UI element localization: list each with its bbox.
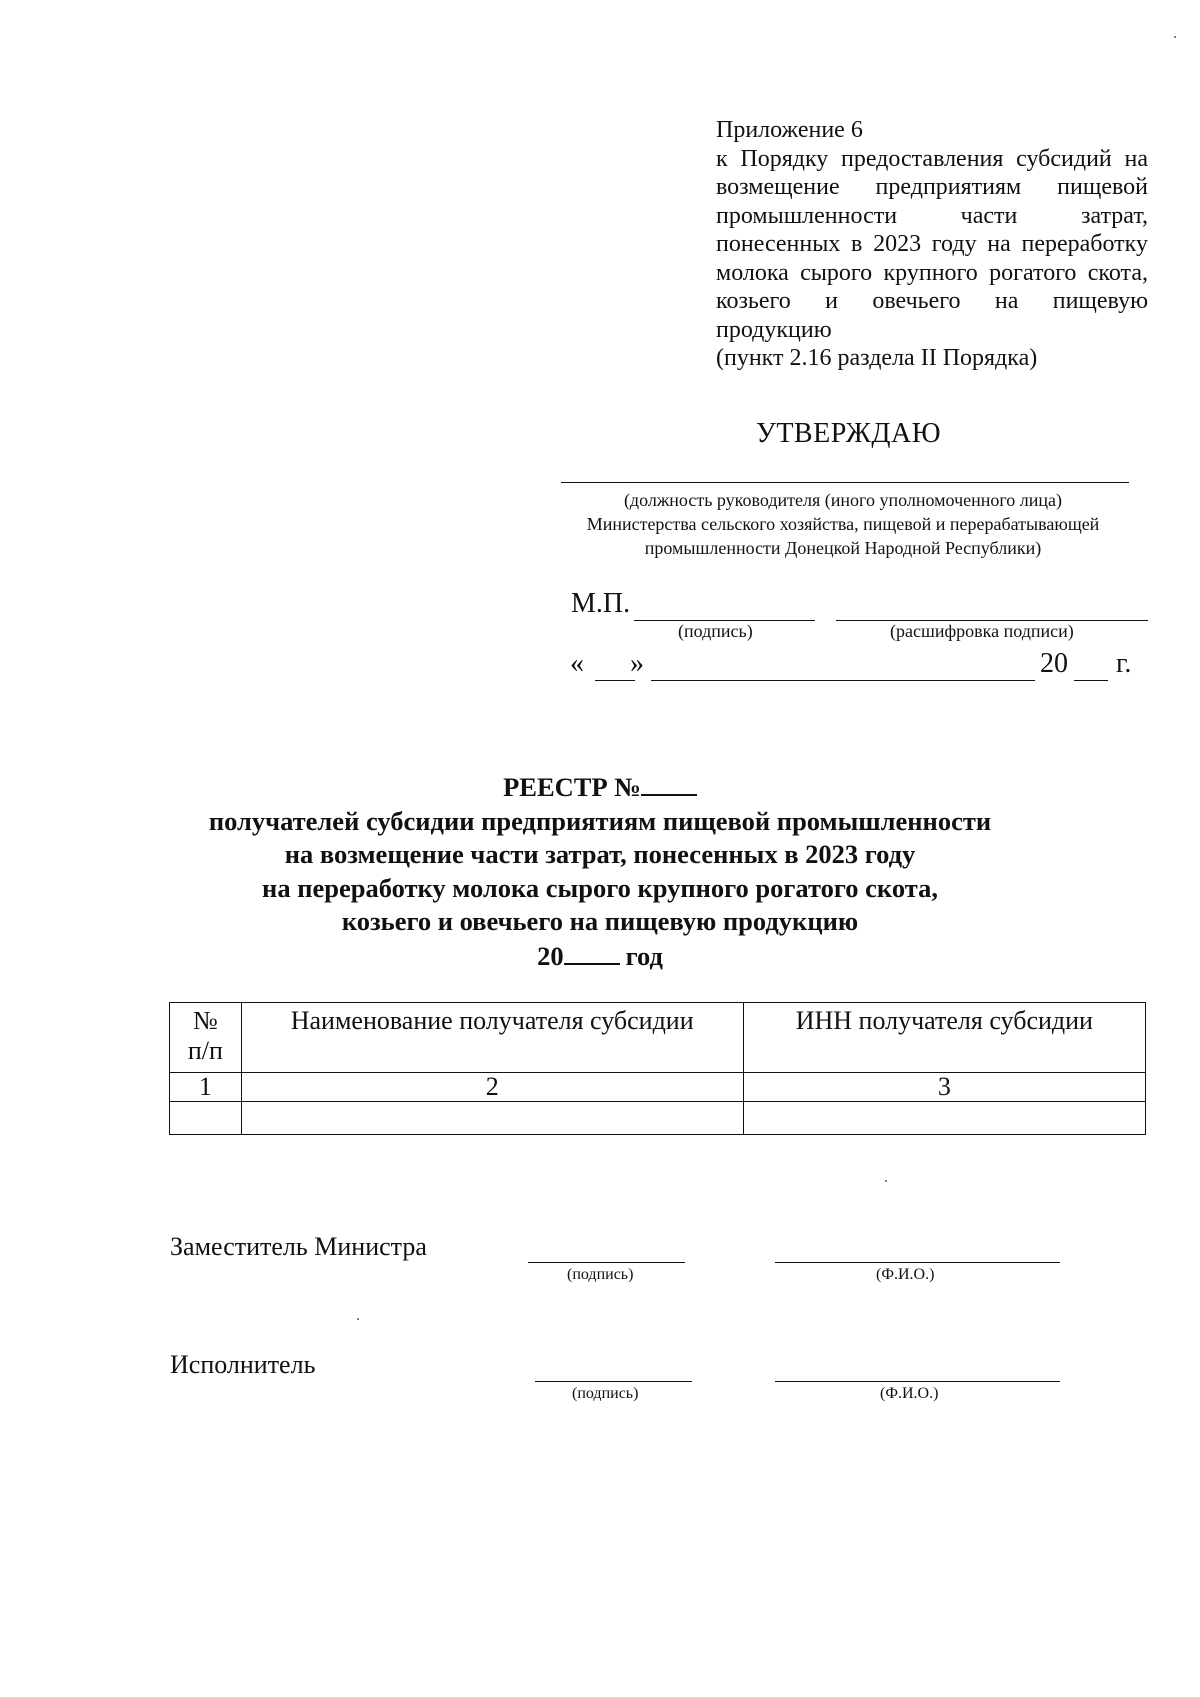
stamp-label: М.П. — [571, 588, 631, 619]
executor-fio-line — [775, 1361, 1060, 1382]
table-cell — [170, 1102, 242, 1135]
appendix-line: понесенных в 2023 году на переработку — [716, 231, 1148, 257]
registry-line: получателей субсидии предприятиям пищевой промышленности — [208, 805, 992, 836]
registry-line: козьего и овечьего на пищевую продукцию — [341, 906, 859, 936]
registry-year-prefix: 20 — [537, 940, 564, 971]
appendix-line: Приложение 6 — [716, 117, 863, 143]
header-recipient-inn: ИНН получателя субсидии — [743, 1003, 1145, 1073]
date-year-prefix: 20 — [1040, 648, 1068, 679]
table-cell — [241, 1102, 743, 1135]
approval-decode-caption: (расшифровка подписи) — [890, 621, 1074, 641]
header-recipient-name: Наименование получателя субсидии — [241, 1003, 743, 1073]
approval-decode-line — [836, 596, 1148, 621]
approval-position-line — [561, 482, 1129, 483]
date-month-line — [651, 656, 1035, 681]
date-day-line — [595, 656, 635, 681]
column-number: 3 — [743, 1073, 1145, 1102]
header-number-line: п/п — [187, 1036, 223, 1065]
table-cell — [743, 1102, 1145, 1135]
date-year-suffix: г. — [1116, 648, 1132, 679]
column-number: 2 — [241, 1073, 743, 1102]
appendix-line: молока сырого крупного рогатого скота, — [716, 259, 1148, 286]
deputy-minister-label: Заместитель Министра — [170, 1232, 427, 1261]
approval-caption-line: Министерства сельского хозяйства, пищевой и перерабатывающей — [586, 514, 1100, 534]
executor-label: Исполнитель — [170, 1350, 316, 1379]
date-year-line — [1074, 656, 1108, 681]
date-close-quote: » — [630, 648, 644, 679]
executor-signature-line — [535, 1361, 692, 1382]
deputy-fio-caption: (Ф.И.О.) — [876, 1266, 935, 1283]
executor-signature-caption: (подпись) — [572, 1385, 639, 1402]
approval-signature-caption: (подпись) — [678, 621, 753, 641]
appendix-line: продукцию — [716, 316, 832, 343]
appendix-line: (пункт 2.16 раздела II Порядка) — [716, 345, 1038, 371]
deputy-signature-caption: (подпись) — [567, 1266, 634, 1283]
table-header-row — [170, 1003, 1146, 1073]
header-number-line: № — [192, 1006, 218, 1035]
appendix-line: промышленности части затрат, — [716, 202, 1148, 229]
approval-signature-line — [634, 596, 815, 621]
appendix-line: к Порядку предоставления субсидий на — [716, 145, 1148, 172]
registry-title-row — [150, 770, 1050, 805]
registry-year-row — [150, 939, 1050, 974]
approval-caption-line: промышленности Донецкой Народной Республики) — [644, 538, 1042, 558]
approval-title: УТВЕРЖДАЮ — [756, 418, 941, 449]
appendix-line: козьего и овечьего на пищевую — [716, 288, 1148, 314]
registry-line: на возмещение части затрат, понесенных в 2023 году — [284, 839, 916, 869]
registry-number-blank — [641, 770, 697, 796]
column-number: 1 — [170, 1073, 242, 1102]
date-open-quote: « — [570, 648, 584, 679]
deputy-signature-line — [528, 1242, 685, 1263]
registry-table — [169, 1002, 1146, 1135]
appendix-block — [716, 116, 1148, 373]
registry-title: РЕЕСТР № — [503, 772, 641, 802]
table-row — [170, 1102, 1146, 1135]
registry-line: на переработку молока сырого крупного рогатого скота, — [262, 872, 938, 903]
approval-caption-line: (должность руководителя (иного уполномоченного лица) — [623, 490, 1063, 510]
registry-heading — [150, 770, 1050, 973]
registry-year-blank — [564, 939, 620, 965]
appendix-line: возмещение предприятиям пищевой — [716, 174, 1148, 200]
scan-speck — [885, 1180, 887, 1182]
scan-speck — [1174, 36, 1176, 38]
table-row — [170, 1073, 1146, 1102]
deputy-fio-line — [775, 1242, 1060, 1263]
header-number — [170, 1003, 242, 1073]
executor-fio-caption: (Ф.И.О.) — [880, 1385, 939, 1402]
approval-caption — [548, 488, 1138, 560]
scan-speck — [357, 1318, 359, 1320]
registry-year-suffix: год — [625, 940, 663, 971]
